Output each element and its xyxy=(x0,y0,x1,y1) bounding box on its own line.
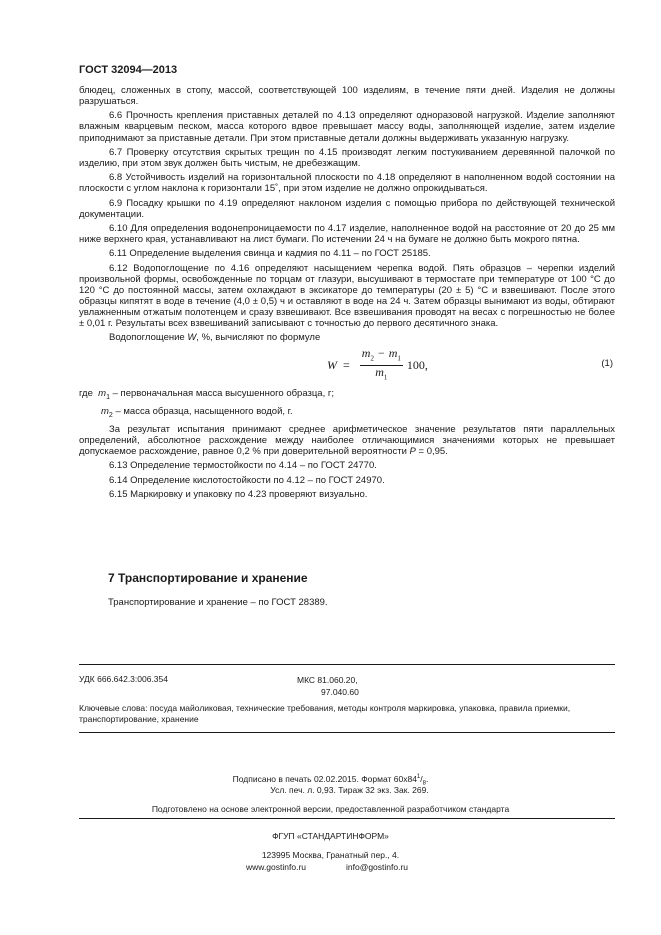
paragraph-6-14: 6.14 Определение кислотостойкости по 4.12 – по ГОСТ 24970. xyxy=(109,474,385,486)
keywords: Ключевые слова: посуда майоликовая, технические требования, методы контроля маркировка, упаковка, правила приемки, транспортирование, хранение xyxy=(79,703,571,724)
formula-intro: Водопоглощение W, %, вычисляют по формуле xyxy=(109,332,321,344)
paragraph-6-13: 6.13 Определение термостойкости по 4.14 – по ГОСТ 24770. xyxy=(109,460,377,472)
paragraph-result: За результат испытания принимают среднее арифметическое значение результатов пяти параллельных определений, абсолютное расхождение между наиболее отличающимися значениями которых не превышает допускаемое расхождение, равное 0,2 % при доверительной вероятности P = 0,95. xyxy=(79,424,615,458)
main-body-text xyxy=(79,85,615,503)
imprint-signed: Подписано в печать 02.02.2015. Формат $60x84^1/_8$. xyxy=(232,773,429,787)
email-link[interactable]: info@gostinfo.ru xyxy=(346,862,409,872)
formula-fraction xyxy=(360,345,403,384)
footer-divider-bottom xyxy=(79,732,615,733)
footer-divider-top xyxy=(79,664,615,665)
website-link[interactable]: www.gostinfo.ru xyxy=(246,862,306,872)
paragraph-cont: блюдец, сложенных в стопу, массой, соответствующей 100 изделиям, в течение пяти дней. Изделия не должны разрушаться. xyxy=(79,85,615,108)
imprint-prepared: Подготовлено на основе электронной версии, предоставленной разработчиком стандарта xyxy=(151,804,510,814)
legend-m2: $m_2$ – масса образца, насыщенного водой, г. xyxy=(101,405,293,419)
mks-codes: МКС 81.060.20, 97.040.60 xyxy=(297,675,359,697)
imprint-divider xyxy=(79,818,615,819)
formula-denominator: $m_1$ xyxy=(375,365,388,382)
legend-m1: где $m_1$ – первоначальная масса высушенного образца, г; xyxy=(79,387,334,401)
formula-numerator: $m_2 - m_1$ xyxy=(360,348,403,366)
paragraph-6-10: 6.10 Для определения водонепроницаемости по 4.17 изделие, наполненное водой на расстояние от 20 до 25 мм ниже верхнего края, устанавливают на лист бумаги. По истечении 24 ч на бумаге не должно быть мокрого пятна. xyxy=(79,222,615,246)
paragraph-6-15: 6.15 Маркировку и упаковку по 4.23 проверяют визуально. xyxy=(109,489,368,501)
paragraph-6-6: 6.6 Прочность крепления приставных деталей по 4.13 определяют одноразовой нагрузкой. Изделие заполняют влажным кварцевым песком, масса которого вдвое превышает массу воды, заполняющей изделие, затем изделие приподнимают за приставные детали. При этом приставные детали должны выдерживать указанную нагрузку. xyxy=(79,110,615,144)
paragraph-6-11: 6.11 Определение выделения свинца и кадмия по 4.11 – по ГОСТ 25185. xyxy=(109,248,431,260)
section-7-body: Транспортирование и хранение – по ГОСТ 28389. xyxy=(108,597,328,608)
paragraph-6-9: 6.9 Посадку крышки по 4.19 определяют наклоном изделия с помощью прибора по действующей технической документации. xyxy=(79,197,615,220)
udc-code: УДК 666.642.3:006.354 xyxy=(79,674,168,684)
document-code-header: ГОСТ 32094—2013 xyxy=(79,64,178,76)
section-7-title: 7 Транспортирование и хранение xyxy=(108,571,308,585)
formula-equals: = xyxy=(343,358,350,373)
paragraph-6-12: 6.12 Водопоглощение по 4.16 определяют насыщением черепка водой. Пять образцов – черепки изделий произвольной формы, освобожденные по торцам от глазури, высушивают в термостате при температуре от 100 °С до 120 °С до постоянной массы, затем охлаждают в эксикаторе до температуры (20 ± 5) °С и взвешивают. После этого образцы кипятят в воде в течение (4,0 ± 0,5) ч и оставляют в воде на 24 ч. Затем образцы вынимают из воды, обтирают увлажненным отжатым полотенцем и сразу взвешивают. Все взвешивания проводят на весах с погрешностью не более ± 0,01 г. Результаты всех взвешиваний записывают с точностью до первого десятичного знака. xyxy=(79,262,615,330)
imprint-publisher: ФГУП «СТАНДАРТИНФОРМ» xyxy=(272,831,389,841)
formula-1 xyxy=(79,347,615,385)
imprint-contacts xyxy=(246,862,408,872)
paragraph-6-7: 6.7 Проверку отсутствия скрытых трещин по 4.15 производят легким постукиванием деревянной палочкой по изделию, при этом звук должен быть чистым, не дребезжащим. xyxy=(79,146,615,169)
formula-number: (1) xyxy=(601,357,613,369)
formula-intro-var: W xyxy=(187,332,197,344)
imprint-address: 123995 Москва, Гранатный пер., 4. xyxy=(261,850,400,860)
formula-tail: 100, xyxy=(406,358,428,373)
formula-lhs: W xyxy=(327,358,337,373)
formula-expression xyxy=(327,347,428,385)
imprint-print-info: Усл. печ. л. 0,93. Тираж 32 экз. Зак. 269. xyxy=(270,785,429,795)
paragraph-6-8: 6.8 Устойчивость изделий на горизонтальной плоскости по 4.18 определяют в наполненном водой состоянии на плоскости с углом наклона к горизонтали 15˚, при этом изделие не должно опрокидываться. xyxy=(79,172,615,195)
